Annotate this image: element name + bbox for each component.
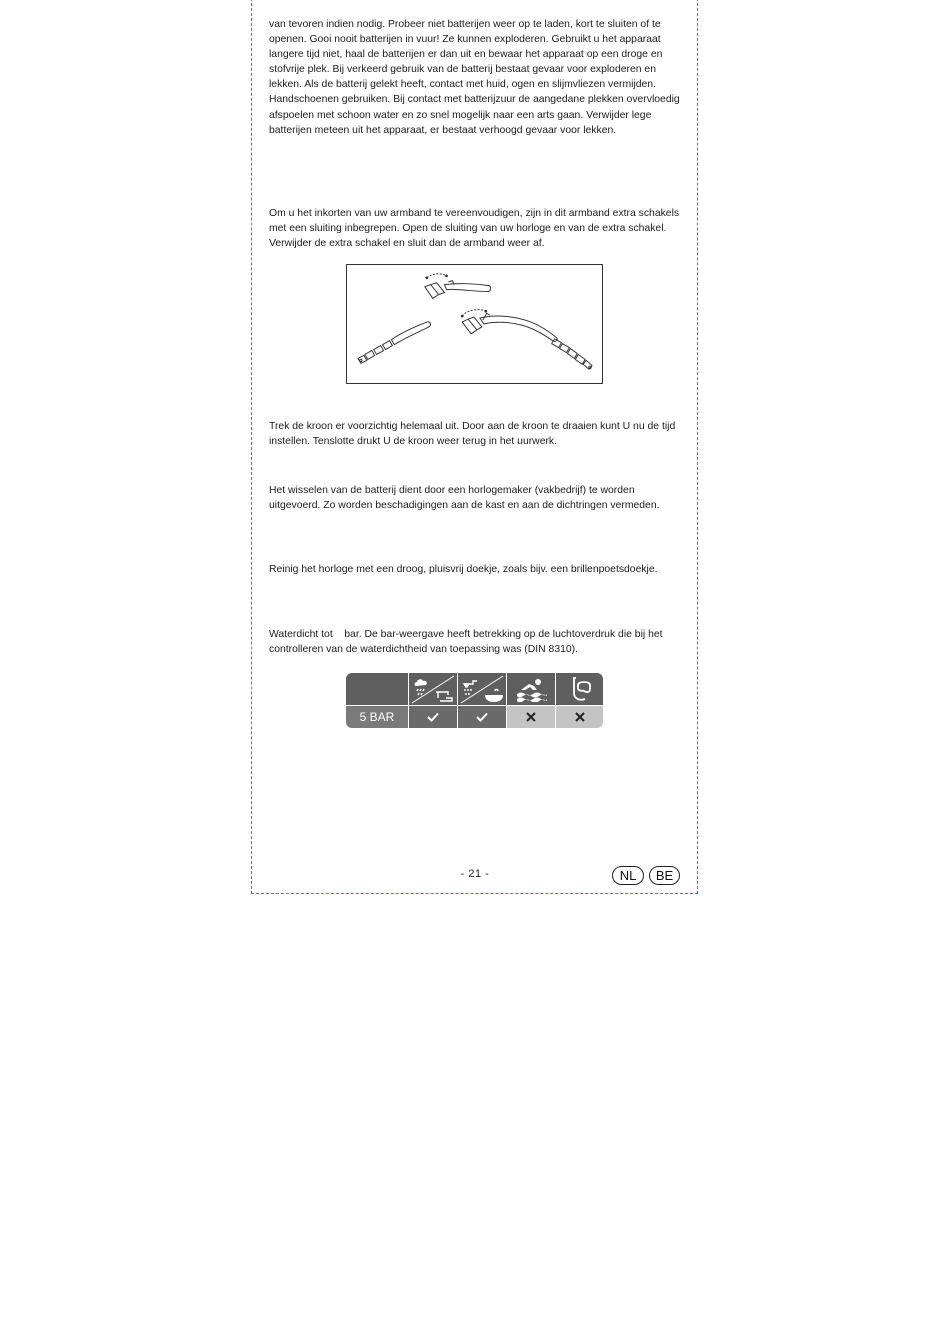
- water-resistance-table: [346, 673, 603, 728]
- bracelet-paragraph: Om u het inkorten van uw armband te vereenvoudigen, zijn in dit armband extra schakels met een sluiting inbegrepen. Open de sluiting van uw horloge en van de extra schakel. Verwijder de extra schakel en sluit dan de armband weer af.: [269, 208, 680, 250]
- battery-change-paragraph: Het wisselen van de batterij dient door een horlogemaker (vakbedrijf) te worden uitgevoerd. Zo worden beschadigingen aan de kast en aan de dichtringen vermeden.: [269, 485, 660, 512]
- check-icon: [408, 706, 457, 728]
- battery-safety-paragraph: van tevoren indien nodig. Probeer niet batterijen weer op te laden, kort te sluiten of te openen. Gooi nooit batterijen in vuur! Ze kunnen exploderen. Gebruikt u het apparaat langere tijd niet, haal de batterijen er dan uit en bewaar het apparaat op een droge en stofvrije plek. Bij verkeerd gebruik van de batterij bestaat gevaar voor exploderen en lekken. Als de batterij gelekt heeft, contact met huid, ogen en slijmvliezen vermijden. Handschoenen gebruiken. Bij contact met batterijzuur de aangedane plekken overvloedig afspoelen met schoon water en zo snel mogelijk naar een arts gaan. Verwijder lege batterijen meteen uit het apparaat, er bestaat verhoogd gevaar voor lekken.: [269, 19, 680, 136]
- rating-label: 5 BAR: [346, 706, 408, 728]
- bracelet-chain-left: [358, 322, 431, 363]
- bracelet-links-illustration: [346, 264, 603, 384]
- waterproof-paragraph: Waterdicht tot bar. De bar-weergave heeft betrekking op de luchtoverdruk die bij het controlleren van de waterdichtheid van toepassing was (DIN 8310).: [269, 629, 666, 656]
- header-empty-cell: [346, 673, 408, 705]
- bracelet-chain-right: [461, 310, 592, 370]
- water-resistance-header: [346, 673, 603, 705]
- clasp-illustration-top: [425, 274, 491, 299]
- country-badge-nl: NL: [612, 866, 644, 885]
- cross-icon: [506, 706, 555, 728]
- cleaning-paragraph: Reinig het horloge met een droog, pluisvrij doekje, zoals bijv. een brillenpoetsdoekje.: [269, 564, 658, 575]
- page-number: - 21 -: [460, 868, 490, 880]
- cross-icon: [555, 706, 603, 728]
- snorkel-icon: [555, 673, 603, 705]
- check-icon: [457, 706, 506, 728]
- country-badge-be: BE: [649, 866, 680, 885]
- water-resistance-row: [346, 706, 603, 728]
- swimming-icon: [506, 673, 555, 705]
- shower-bath-icon: [457, 673, 506, 705]
- rain-washing-icon: [408, 673, 457, 705]
- set-time-paragraph: Trek de kroon er voorzichtig helemaal uit. Door aan de kroon te draaien kunt U nu de tijd instellen. Tenslotte drukt U de kroon weer terug in het uurwerk.: [269, 421, 676, 448]
